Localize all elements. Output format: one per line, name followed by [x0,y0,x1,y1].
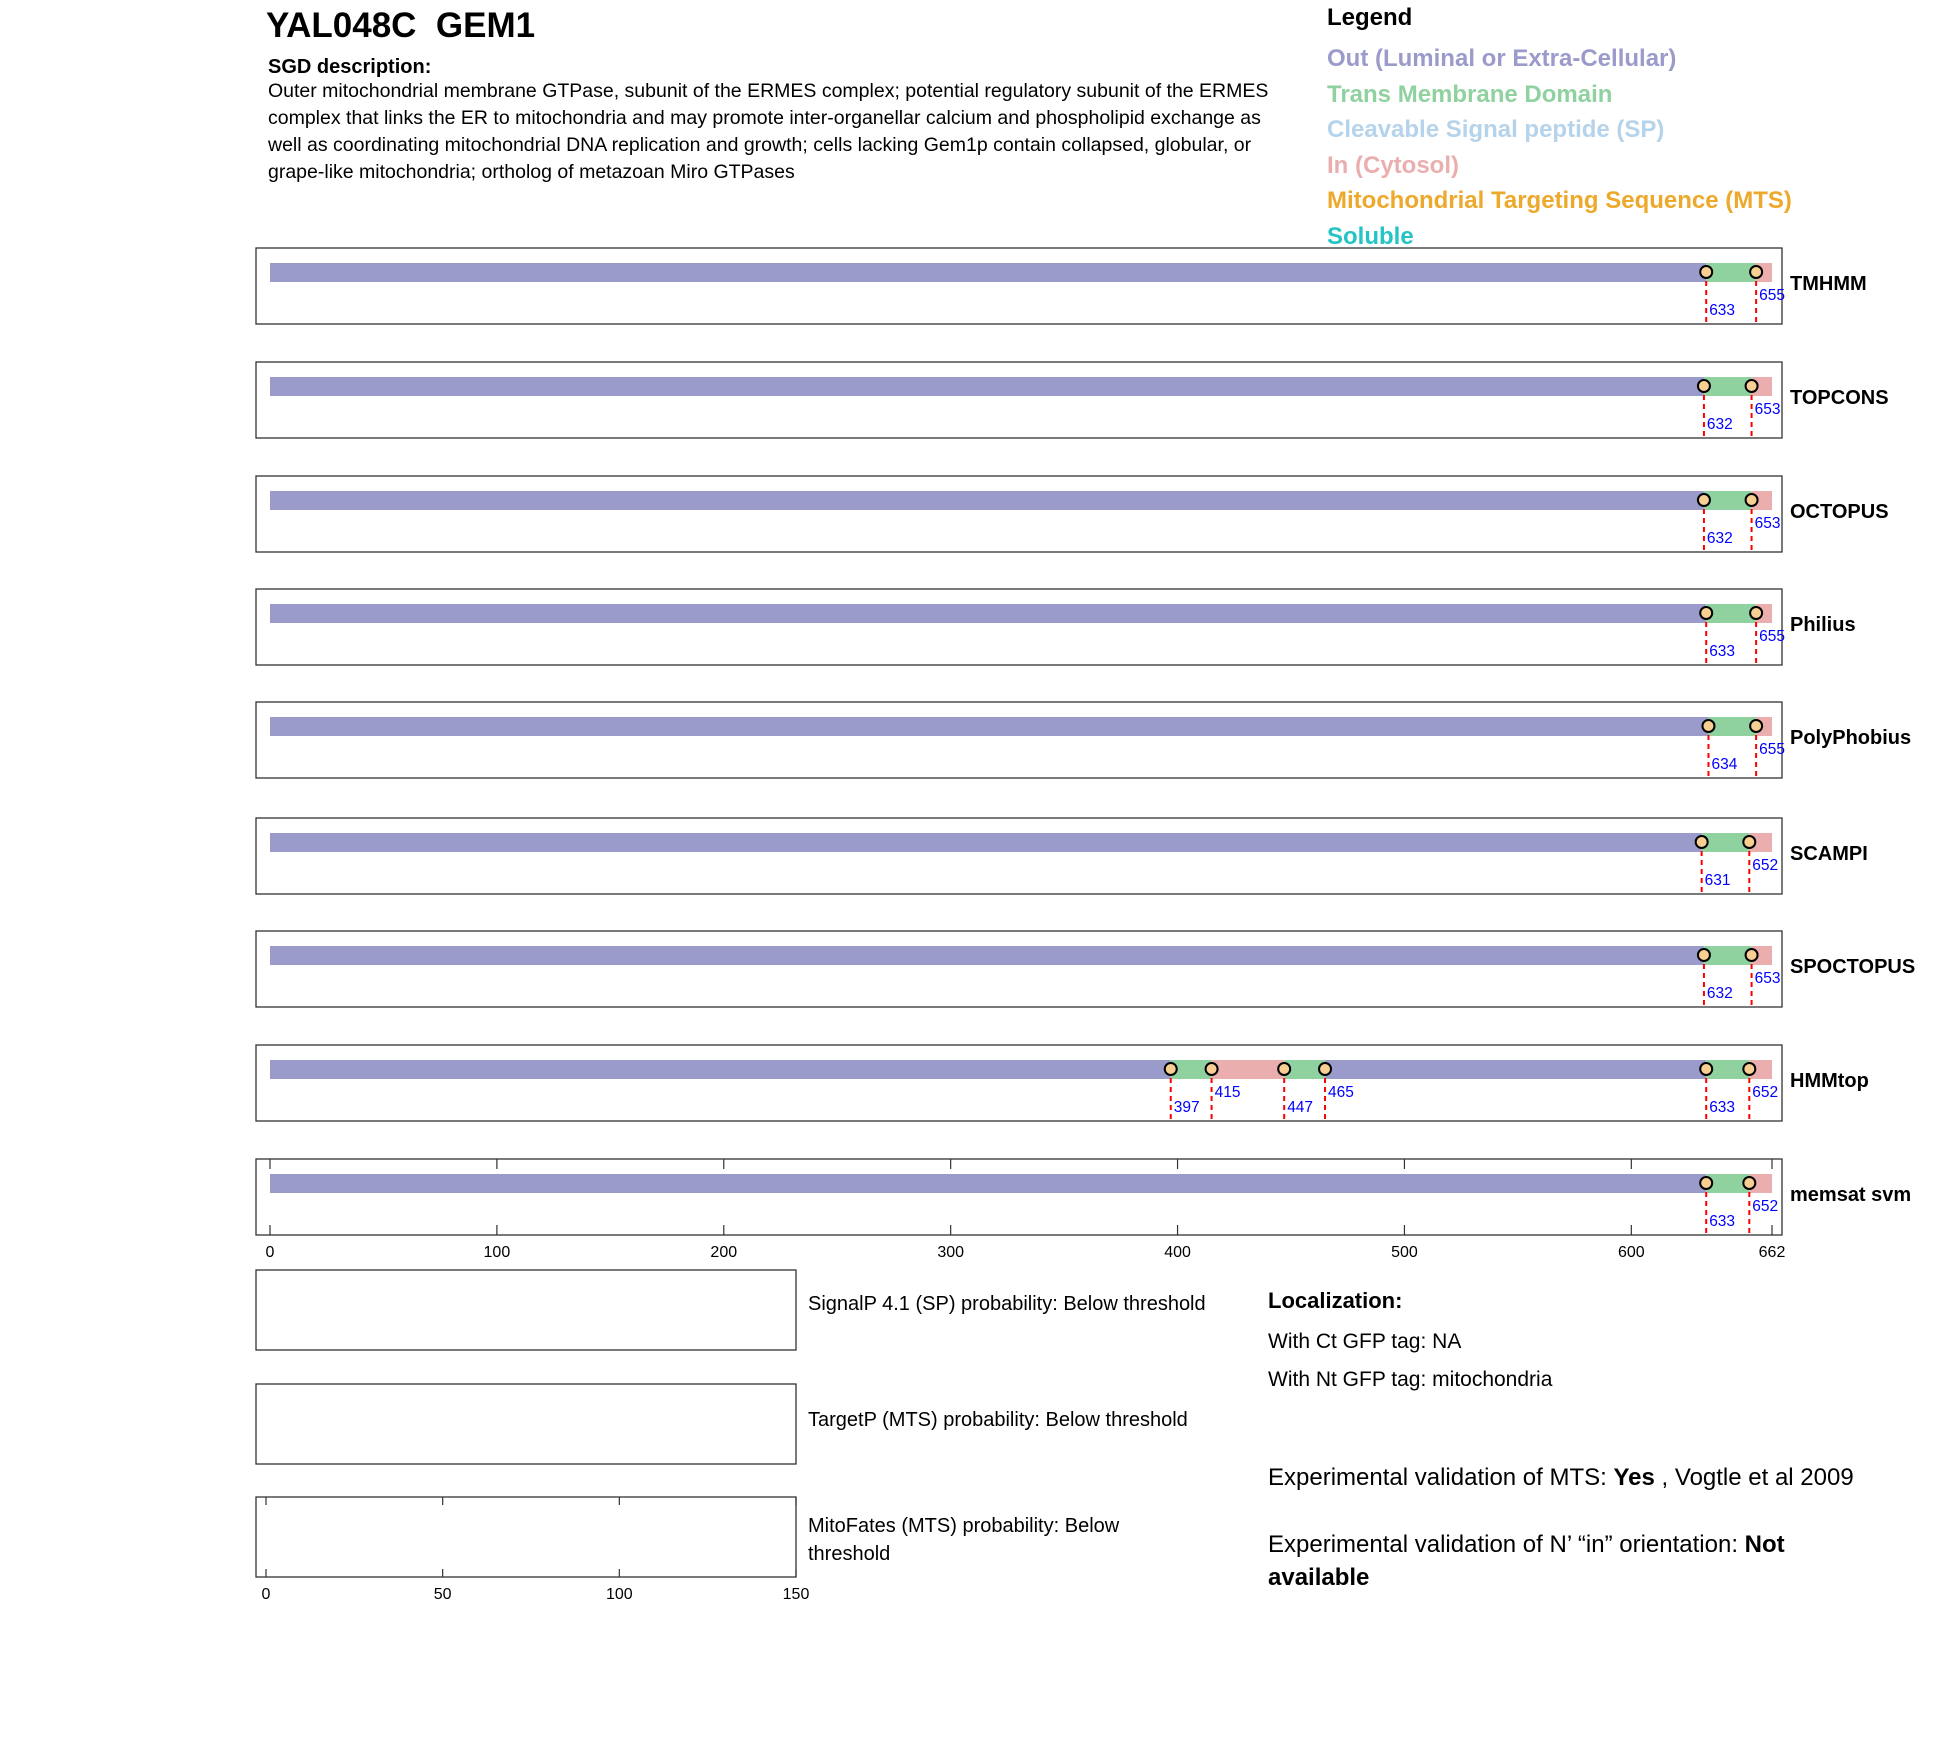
boundary-marker [1743,1177,1755,1189]
boundary-marker [1702,720,1714,732]
predictor-box [256,362,1782,438]
boundary-marker [1746,494,1758,506]
axis-tick-label: 662 [1758,1244,1786,1261]
legend-item-sp: Cleavable Signal peptide (SP) [1327,116,1665,143]
boundary-marker [1750,720,1762,732]
boundary-marker [1700,266,1712,278]
boundary-marker [1319,1063,1331,1075]
boundary-marker [1698,494,1710,506]
localization-title: Localization: [1268,1288,1403,1313]
predictor-name: TOPCONS [1790,387,1889,409]
topology-segment-out [1325,1060,1706,1079]
axis-tick-label: 200 [710,1244,738,1261]
predictor-name: TMHMM [1790,273,1867,295]
boundary-position-label: 652 [1752,1084,1779,1101]
probability-panel [256,1497,796,1577]
boundary-marker [1746,380,1758,392]
topology-segment-out [270,263,1706,282]
boundary-marker [1278,1063,1290,1075]
boundary-position-label: 415 [1214,1084,1241,1101]
topology-segment-tm [1704,946,1752,965]
boundary-position-label: 633 [1709,1213,1736,1230]
ct-gfp-text: With Ct GFP tag: NA [1268,1330,1462,1353]
axis-tick-label: 600 [1617,1244,1645,1261]
predictor-name: OCTOPUS [1790,501,1889,523]
boundary-marker [1206,1063,1218,1075]
boundary-position-label: 655 [1759,628,1785,645]
topology-segment-tm [1702,833,1750,852]
boundary-position-label: 653 [1754,401,1781,418]
predictor-name: SCAMPI [1790,843,1868,865]
axis-tick-label: 0 [265,1244,275,1261]
boundary-marker [1696,836,1708,848]
topology-segment-out [270,491,1704,510]
axis-tick-label: 100 [483,1244,511,1261]
legend-item-mts: Mitochondrial Targeting Sequence (MTS) [1327,187,1792,214]
orientation-validation [1268,1528,1868,1594]
topology-segment-in [1212,1060,1285,1079]
mts-validation-prefix: Experimental validation of MTS: [1268,1464,1614,1491]
predictor-box [256,702,1782,778]
topology-segment-out [270,717,1708,736]
boundary-position-label: 655 [1759,741,1785,758]
predictor-box [256,248,1782,324]
orientation-validation-prefix: Experimental validation of N’ “in” orientation: [1268,1531,1745,1558]
sgd-description: Outer mitochondrial membrane GTPase, subunit of the ERMES complex; potential regulatory subunit of the ERMES complex that links the ER to mitochondria and may promote inter-organellar calcium and phospholipid exchange as well as coordinating mitochondrial DNA replication and growth; cells lacking Gem1p contain collapsed, globular, or grape-like mitochondria; ortholog of metazoan Miro GTPases [268,80,1269,183]
topology-segment-tm [1704,491,1752,510]
probability-panel [256,1384,796,1464]
predictor-name: PolyPhobius [1790,727,1912,749]
boundary-position-label: 633 [1709,1099,1736,1116]
topology-segment-out [270,604,1706,623]
boundary-marker [1743,1063,1755,1075]
boundary-position-label: 655 [1759,287,1785,304]
boundary-position-label: 652 [1752,857,1779,874]
mts-validation-value: Yes [1613,1464,1655,1491]
predictor-box [256,931,1782,1007]
predictor-name: memsat svm [1790,1184,1912,1206]
predictor-box [256,589,1782,665]
boundary-position-label: 465 [1328,1084,1354,1101]
legend-item-soluble: Soluble [1327,222,1414,250]
boundary-marker [1746,949,1758,961]
topology-segment-tm [1708,717,1756,736]
topology-segment-out [270,1174,1706,1193]
boundary-position-label: 634 [1711,756,1738,773]
boundary-position-label: 631 [1704,872,1731,889]
boundary-marker [1750,607,1762,619]
boundary-position-label: 633 [1709,643,1736,660]
predictor-box [256,1045,1782,1121]
nt-gfp-text: With Nt GFP tag: mitochondria [1268,1368,1553,1391]
legend-item-tm: Trans Membrane Domain [1327,80,1613,108]
boundary-marker [1700,607,1712,619]
topology-segment-out [270,946,1704,965]
legend-item-out: Out (Luminal or Extra-Cellular) [1327,45,1677,72]
mitofates-label: MitoFates (MTS) probability: Below threshold [808,1515,1120,1565]
predictor-box [256,1159,1782,1235]
boundary-marker [1743,836,1755,848]
boundary-marker [1750,266,1762,278]
mts-validation [1268,1461,1868,1494]
sgd-heading: SGD description: [268,56,432,78]
predictor-name: Philius [1790,614,1856,636]
topology-segment-out [270,1060,1171,1079]
topology-segment-tm [1706,263,1756,282]
topology-segment-tm [1704,377,1752,396]
mts-validation-suffix: , Vogtle et al 2009 [1654,1464,1854,1491]
prob-axis-tick-label: 100 [605,1586,633,1603]
prob-axis-tick-label: 50 [433,1586,452,1603]
predictor-box [256,818,1782,894]
predictor-name: HMMtop [1790,1070,1869,1092]
boundary-position-label: 632 [1706,530,1733,547]
signalp-label: SignalP 4.1 (SP) probability: Below threshold [808,1293,1206,1315]
targetp-label: TargetP (MTS) probability: Below threshold [808,1409,1188,1431]
boundary-marker [1700,1063,1712,1075]
boundary-position-label: 397 [1173,1099,1200,1116]
boundary-marker [1165,1063,1177,1075]
axis-tick-label: 500 [1391,1244,1418,1261]
boundary-position-label: 447 [1287,1099,1314,1116]
page-title: YAL048C GEM1 [266,6,536,45]
prob-axis-tick-label: 150 [782,1586,810,1603]
boundary-marker [1698,380,1710,392]
topology-segment-out [270,377,1704,396]
orientation-validation-value: Not available [1268,1531,1785,1591]
topology-segment-tm [1706,604,1756,623]
probability-panel [256,1270,796,1350]
boundary-position-label: 653 [1754,970,1781,987]
legend-title: Legend [1327,4,1413,31]
boundary-position-label: 653 [1754,515,1781,532]
localization-section [1268,1288,1552,1406]
boundary-position-label: 632 [1706,985,1733,1002]
boundary-position-label: 632 [1706,416,1733,433]
axis-tick-label: 400 [1164,1244,1191,1261]
predictor-box [256,476,1782,552]
legend-item-in: In (Cytosol) [1327,151,1459,179]
boundary-marker [1700,1177,1712,1189]
boundary-position-label: 652 [1752,1198,1779,1215]
boundary-position-label: 633 [1709,302,1736,319]
axis-tick-label: 300 [937,1244,965,1261]
topology-segment-out [270,833,1702,852]
prob-axis-tick-label: 0 [261,1586,271,1603]
boundary-marker [1698,949,1710,961]
predictor-name: SPOCTOPUS [1790,956,1916,978]
